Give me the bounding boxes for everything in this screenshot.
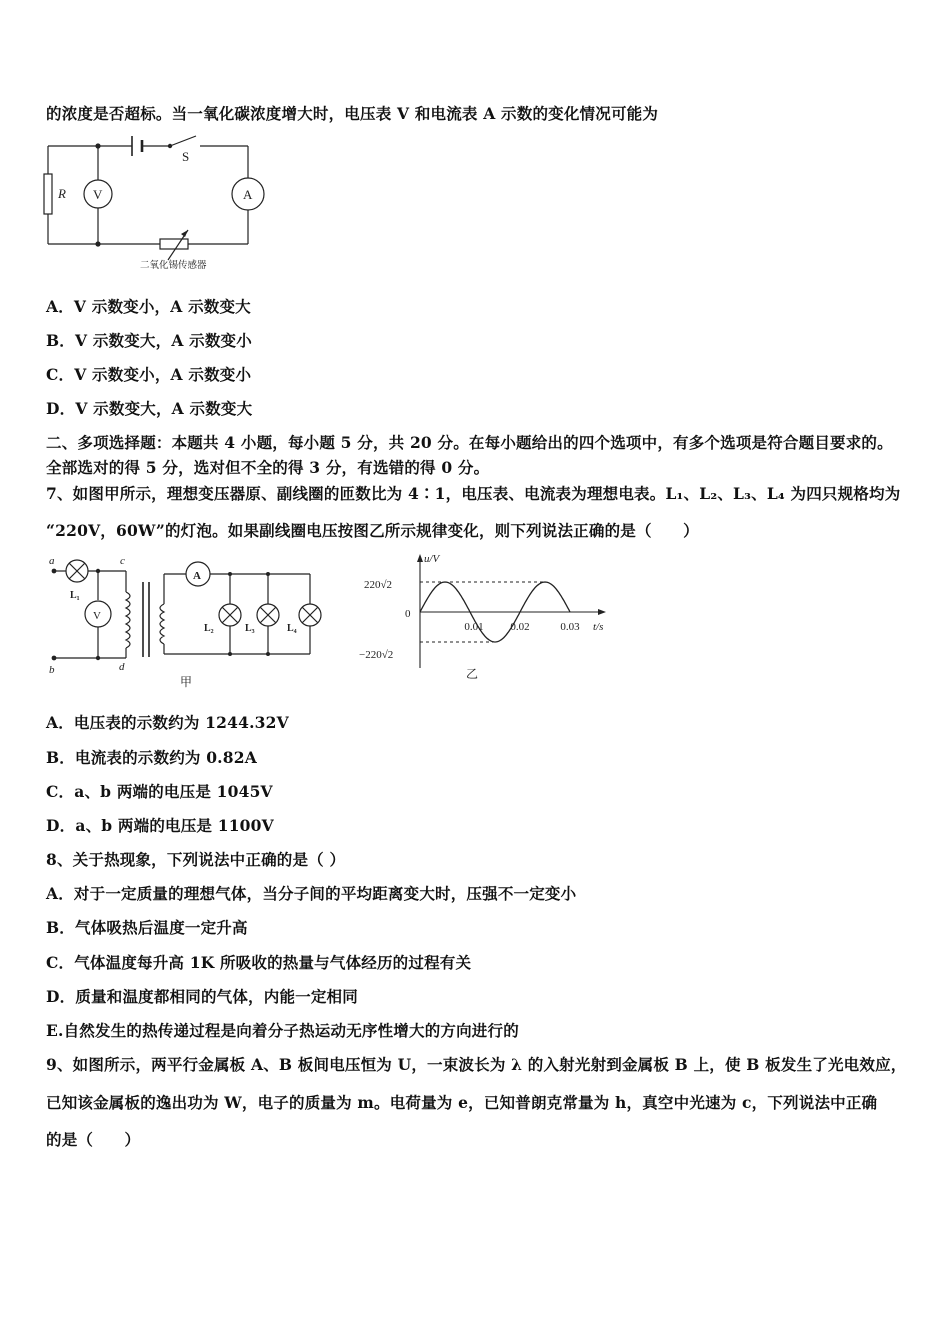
voltmeter-label: V xyxy=(93,187,103,202)
jia-ammeter-label: A xyxy=(193,570,201,582)
q8-option-a: A．对于一定质量的理想气体，当分子间的平均距离变大时，压强不一定变小 xyxy=(46,884,577,903)
q6-option-a: A．V 示数变小，A 示数变大 xyxy=(46,297,251,316)
x-axis-label: t/s xyxy=(593,621,604,633)
q8-stem: 8、关于热现象，下列说法中正确的是（ ） xyxy=(46,850,346,869)
jia-caption: 甲 xyxy=(180,675,193,689)
terminal-b-label: b xyxy=(49,664,55,676)
q6-option-b: B．V 示数变大，A 示数变小 xyxy=(46,331,252,350)
terminal-c-label: c xyxy=(120,555,125,567)
q9-stem-line3: 的是（ ） xyxy=(46,1130,141,1149)
q6-option-d: D．V 示数变大，A 示数变大 xyxy=(46,399,253,418)
q7-figure-jia xyxy=(40,552,340,692)
q8-option-e: E.自然发生的热传递过程是向着分子热运动无序性增大的方向进行的 xyxy=(46,1021,519,1040)
y-max-label: 220√2 xyxy=(364,579,393,591)
q8-option-b: B．气体吸热后温度一定升高 xyxy=(46,918,248,937)
y-axis-label: u/V xyxy=(424,553,440,565)
q9-stem-line1: 9、如图所示，两平行金属板 A、B 板间电压恒为 U，一束波长为 λ 的入射光射到金属板 B 上，使 B 板发生了光电效应， xyxy=(46,1055,907,1074)
q7-stem-line1: 7、如图甲所示，理想变压器原、副线圈的匝数比为 4∶1，电压表、电流表为理想电表。L₁、L₂、L₃、L₄ 为四只规格均为 xyxy=(46,484,901,503)
ammeter-label: A xyxy=(243,187,253,202)
lamp-l2-label: L₂ xyxy=(204,623,214,634)
q8-option-c: C．气体温度每升高 1K 所吸收的热量与气体经历的过程有关 xyxy=(46,953,472,972)
terminal-a-label: a xyxy=(49,555,55,567)
q7-option-c: C．a、b 两端的电压是 1045V xyxy=(46,782,273,801)
x-tick-label: 0.03 xyxy=(560,621,580,633)
lamp-l4-label: L₄ xyxy=(287,623,297,634)
q6-stem-tail: 的浓度是否超标。当一氧化碳浓度增大时，电压表 V 和电流表 A 示数的变化情况可能为 xyxy=(46,104,659,123)
q6-circuit-diagram xyxy=(40,128,280,273)
origin-label: 0 xyxy=(405,608,411,620)
q7-figure-yi xyxy=(358,550,618,685)
switch-label: S xyxy=(182,149,190,164)
lamp-l3-label: L₃ xyxy=(245,623,255,634)
q6-option-c: C．V 示数变小，A 示数变小 xyxy=(46,365,252,384)
lamp-l1-label: L₁ xyxy=(70,590,80,601)
q7-option-a: A．电压表的示数约为 1244.32V xyxy=(46,713,289,732)
section2-heading-line2: 全部选对的得 5 分，选对但不全的得 3 分，有选错的得 0 分。 xyxy=(46,458,490,477)
q7-option-d: D．a、b 两端的电压是 1100V xyxy=(46,816,274,835)
sensor-label: 二氧化锡传感器 xyxy=(140,261,207,271)
q8-option-d: D．质量和温度都相同的气体，内能一定相同 xyxy=(46,987,358,1006)
resistor-label: R xyxy=(58,186,66,201)
jia-voltmeter-label: V xyxy=(93,610,101,622)
q9-stem-line2: 已知该金属板的逸出功为 W，电子的质量为 m。电荷量为 e，已知普朗克常量为 h，真空中光速为 c，下列说法中正确 xyxy=(46,1093,878,1112)
y-min-label: −220√2 xyxy=(359,649,394,661)
yi-caption: 乙 xyxy=(466,667,479,681)
terminal-d-label: d xyxy=(119,661,125,673)
q7-stem-line2: “220V，60W”的灯泡。如果副线圈电压按图乙所示规律变化，则下列说法正确的是（ ） xyxy=(46,521,699,540)
section2-heading-line1: 二、多项选择题：本题共 4 小题，每小题 5 分，共 20 分。在每小题给出的四个选项中，有多个选项是符合题目要求的。 xyxy=(46,433,893,452)
q7-option-b: B．电流表的示数约为 0.82A xyxy=(46,748,257,767)
x-tick-label: 0.02 xyxy=(510,621,530,633)
x-tick-label: 0.01 xyxy=(464,621,484,633)
